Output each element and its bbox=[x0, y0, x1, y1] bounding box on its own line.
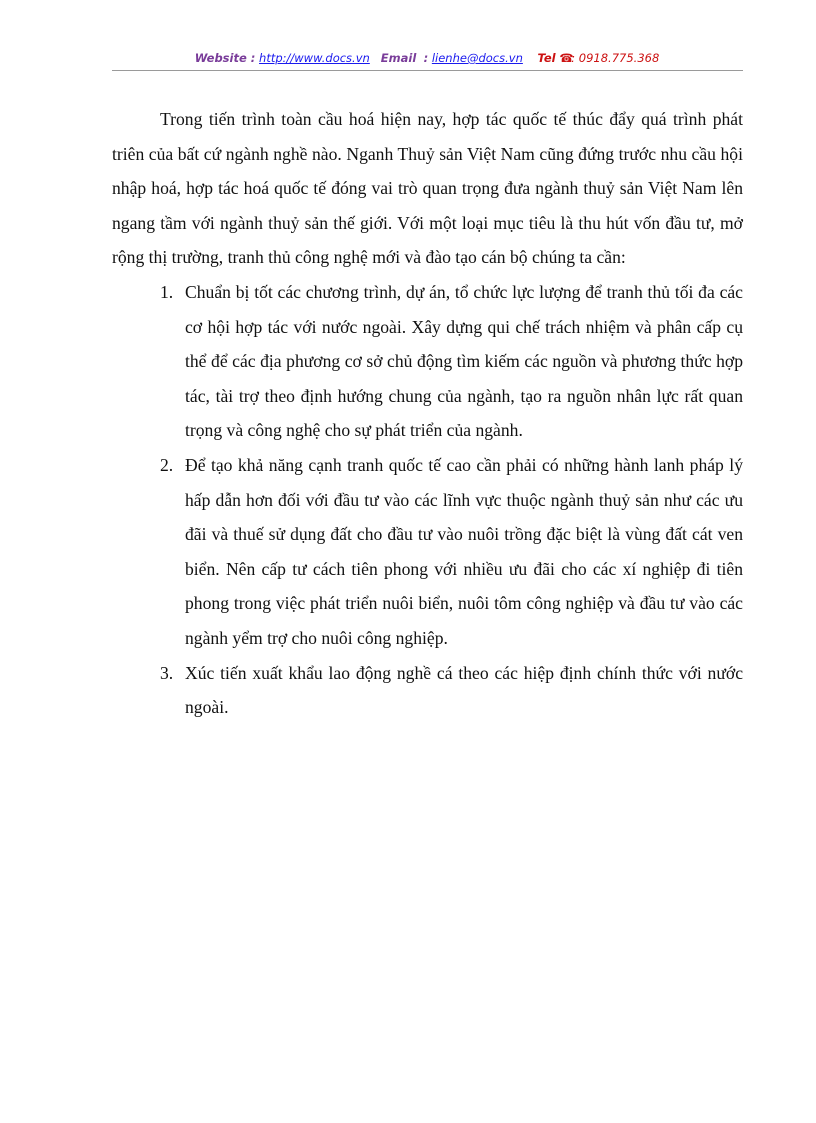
list-item bbox=[112, 656, 743, 725]
recommendation-list bbox=[112, 275, 743, 725]
header-divider bbox=[112, 70, 743, 71]
phone-number: : 0918.775.368 bbox=[571, 51, 660, 65]
list-item-number: 3. bbox=[160, 662, 174, 683]
list-item-number: 2. bbox=[160, 454, 174, 475]
website-link[interactable]: http://www.docs.vn bbox=[259, 51, 370, 65]
email-link[interactable]: lienhe@docs.vn bbox=[431, 51, 523, 65]
list-item-text: Để tạo khả năng cạnh tranh quốc tế cao cần phải có những hành lanh pháp lý hấp dẫn hơn đối với đầu tư vào các lĩnh vực thuộc ngành thuỷ sản như các ưu đãi và thuế sử dụng đất cho đầu tư vào nuôi trồng đặc biệt là vùng đất cát ven biển. Nên cấp tư cách tiên phong với nhiều ưu đãi cho các xí nghiệp đi tiên phong trong việc phát triển nuôi biển, nuôi tôm công nghiệp và đầu tư vào các ngành yểm trợ cho nuôi công nghiệp. bbox=[185, 454, 743, 648]
website-label: Website : bbox=[194, 51, 256, 65]
document-body bbox=[112, 102, 743, 725]
list-item-text: Xúc tiến xuất khẩu lao động nghề cá theo các hiệp định chính thức với nước ngoài. bbox=[185, 662, 743, 718]
tel-label: Tel bbox=[537, 51, 556, 65]
list-item bbox=[112, 448, 743, 656]
email-separator: : bbox=[423, 51, 429, 65]
page-header bbox=[112, 51, 742, 65]
list-item-text: Chuẩn bị tốt các chương trình, dự án, tổ chức lực lượng để tranh thủ tối đa các cơ hội hợp tác với nước ngoài. Xây dựng qui chế trách nhiệm và phân cấp cụ thể để các địa phương cơ sở chủ động tìm kiếm các nguồn và phương thức hợp tác, tài trợ theo định hướng chung của ngành, tạo ra nguồn nhân lực rất quan trọng và công nghệ cho sự phát triển của ngành. bbox=[185, 281, 743, 441]
phone-icon: ☎ bbox=[559, 51, 574, 65]
list-item-number: 1. bbox=[160, 281, 174, 302]
email-label: Email bbox=[380, 51, 417, 65]
list-item bbox=[112, 275, 743, 448]
intro-paragraph: Trong tiến trình toàn cầu hoá hiện nay, hợp tác quốc tế thúc đẩy quá trình phát triên của bất cứ ngành nghề nào. Nganh Thuỷ sản Việt Nam cũng đứng trước nhu cầu hội nhập hoá, hợp tác hoá quốc tế đóng vai trò quan trọng đưa ngành thuỷ sản Việt Nam lên ngang tầm với ngành thuỷ sản thế giới. Với một loại mục tiêu là thu hút vốn đầu tư, mở rộng thị trường, tranh thủ công nghệ mới và đào tạo cán bộ chúng ta cần: bbox=[112, 109, 743, 268]
